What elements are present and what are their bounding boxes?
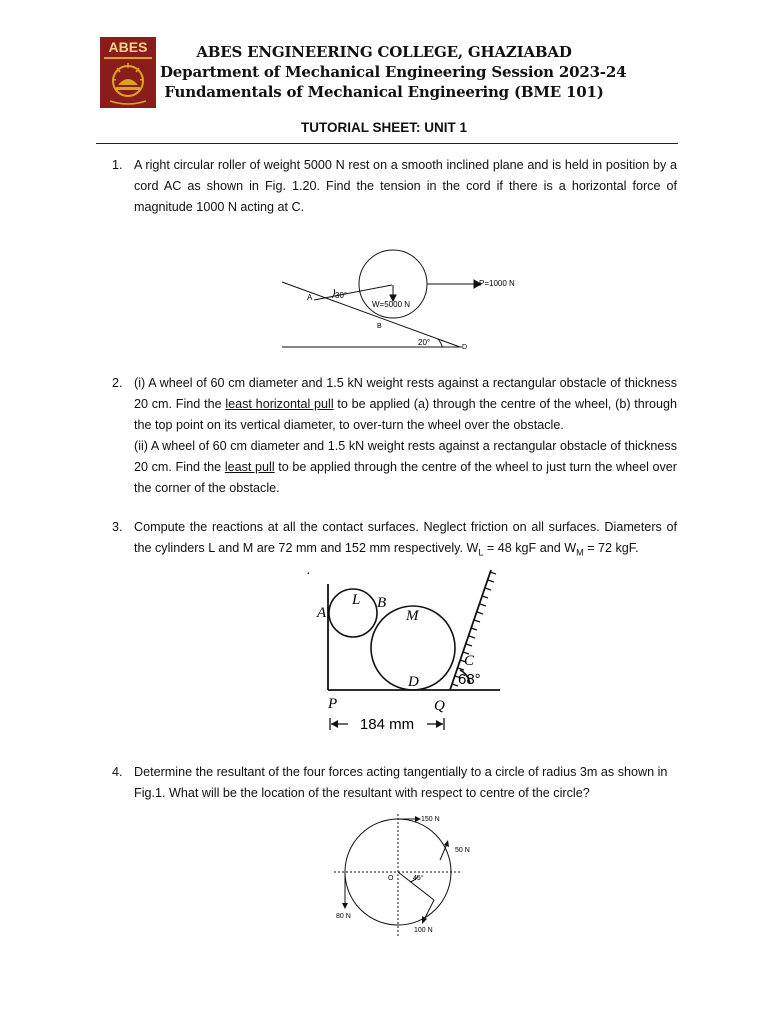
force-100: 100 N [414,927,433,934]
label-force: P=1000 N [479,279,515,288]
label-weight: W=5000 N [372,300,411,309]
fig3-dimension: 184 mm [359,716,415,733]
question-2-number: 2. [112,376,123,390]
fig3-label-C: C [464,653,475,669]
question-4-number: 4. [112,765,123,779]
college-header [160,42,627,102]
fig3-label-D: D [408,674,419,690]
q3-text-mid: = 48 kgF and W [483,541,577,555]
fig3-label-P: P [328,696,338,712]
label-O: O [388,875,394,882]
q2-part1-prefix: (i) A wheel of 60 cm diameter and 1.5 kN weight rests against a rectangular obstacle of thickness 20 cm. Find the [134,376,677,411]
tick-mark: · [306,564,311,580]
header-divider [96,143,678,144]
college-name: ABES ENGINEERING COLLEGE, GHAZIABAD [196,43,572,61]
angle-45: 45° [413,875,424,882]
question-2-text [134,373,677,499]
q3-sub-M: M [576,547,584,558]
question-3-number: 3. [112,520,123,534]
logo-text: ABES [108,39,148,55]
fig3-label-M: M [406,608,419,624]
figure-cylinders [300,560,510,740]
q2-part1-underlined: least horizontal pull [225,397,334,411]
q2-part1-suffix: to be applied (a) through the centre of the wheel, (b) through the top point on its vertical diameter, to over-turn the wheel over the obstacle. [134,397,677,432]
q3-text-prefix: Compute the reactions at all the contact surfaces. Neglect friction on all surfaces. Diameters of the cylinders L and M are 72 mm and 152 mm respectively. W [134,520,677,555]
label-D: D [462,344,468,351]
q2-part2-prefix: (ii) A wheel of 60 cm diameter and 1.5 kN weight rests against a rectangular obstacle of thickness 20 cm. Find the [134,439,677,474]
fig3-label-B: B [377,595,387,611]
question-1-number: 1. [112,158,123,172]
force-50: 50 N [455,847,470,854]
force-80: 80 N [336,913,351,920]
fig3-label-Q: Q [434,698,445,714]
question-2-part-2 [134,436,677,499]
q3-text-suffix: = 72 kgF. [583,541,639,555]
college-logo [100,37,156,108]
question-4-text: Determine the resultant of the four forces acting tangentially to a circle of radius 3m as shown in Fig.1. What will be the location of the resultant with respect to centre of the circle? [134,765,668,800]
department-name: Department of Mechanical Engineering Session 2023-24 [160,63,627,81]
question-2-part-1 [134,373,677,436]
fig3-label-L: L [352,592,361,608]
fig3-angle: 68° [458,671,481,688]
question-3-text [134,517,677,564]
q2-part2-underlined: least pull [224,460,275,474]
label-A: A [307,293,313,302]
fig3-label-A: A [317,605,327,621]
q3-sub-L: L [478,547,484,558]
label-incline-angle: 20° [418,338,431,347]
sheet-title: TUTORIAL SHEET: UNIT 1 [300,120,467,135]
q2-part2-suffix: to be applied through the centre of the wheel to just turn the wheel over the corner of the obstacle. [134,460,678,495]
course-name: Fundamentals of Mechanical Engineering (BME 101) [164,83,604,101]
figure-tangential-forces [326,808,486,943]
label-B: B [377,323,382,330]
figure-roller-incline [278,246,528,356]
label-cord-angle: 30° [335,291,348,300]
question-1-text: A right circular roller of weight 5000 N rest on a smooth inclined plane and is held in position by a cord AC as shown in Fig. 1.20. Find the tension in the cord if there is a horizontal force of magnitude 1000 N acting at C. [134,158,677,214]
force-150: 150 N [421,816,440,823]
